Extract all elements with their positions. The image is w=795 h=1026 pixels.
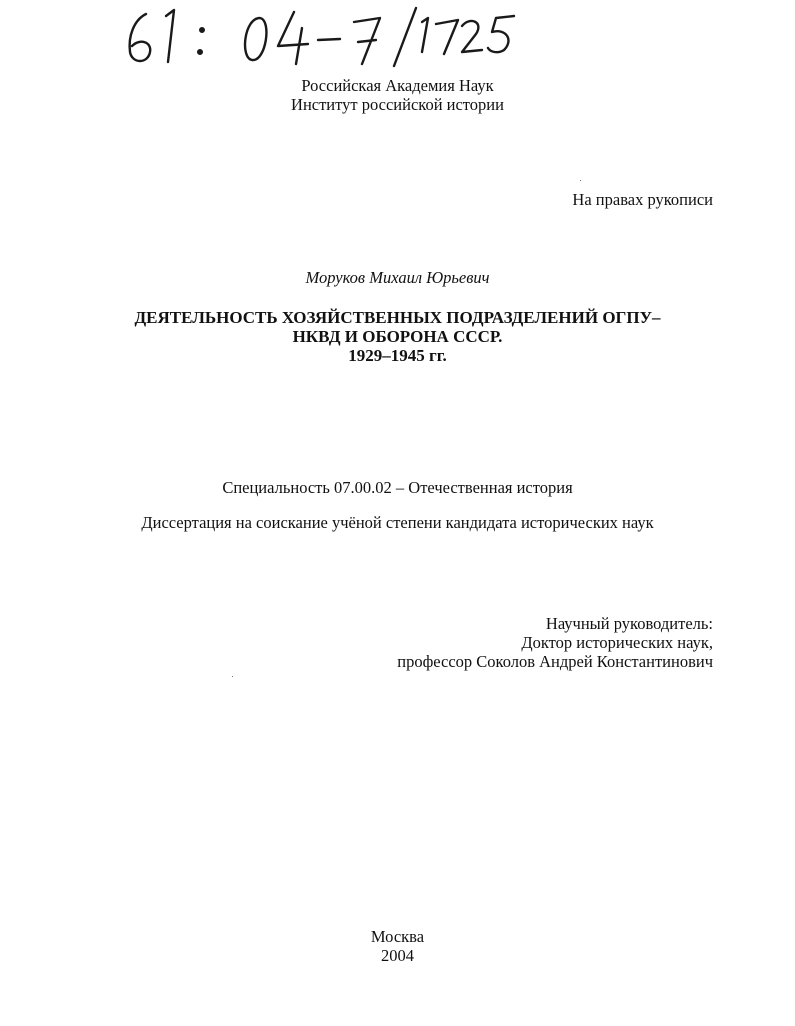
institute-name: Институт российской истории [291,95,504,114]
title-line-2: НКВД И ОБОРОНА СССР. [292,327,503,346]
title-line-1: ДЕЯТЕЛЬНОСТЬ ХОЗЯЙСТВЕННЫХ ПОДРАЗДЕЛЕНИЙ ОГПУ– [134,308,661,327]
city: Москва [370,927,425,946]
scan-speck [580,180,581,181]
title-line-3: 1929–1945 гг. [348,346,447,365]
supervisor-degree: Доктор исторических наук, [521,633,713,652]
year: 2004 [381,946,414,965]
supervisor-name: профессор Соколов Андрей Константинович [397,652,713,671]
academy-name: Российская Академия Наук [301,76,494,95]
specialty: Специальность 07.00.02 – Отечественная история [222,478,573,497]
supervisor-label: Научный руководитель: [545,614,713,633]
handwritten-catalog-number [118,4,518,68]
scan-speck [232,676,233,677]
degree-statement: Диссертация на соискание учёной степени кандидата исторических наук [141,513,654,532]
author-name: Моруков Михаил Юрьевич [305,268,490,287]
manuscript-note: На правах рукописи [572,190,713,209]
